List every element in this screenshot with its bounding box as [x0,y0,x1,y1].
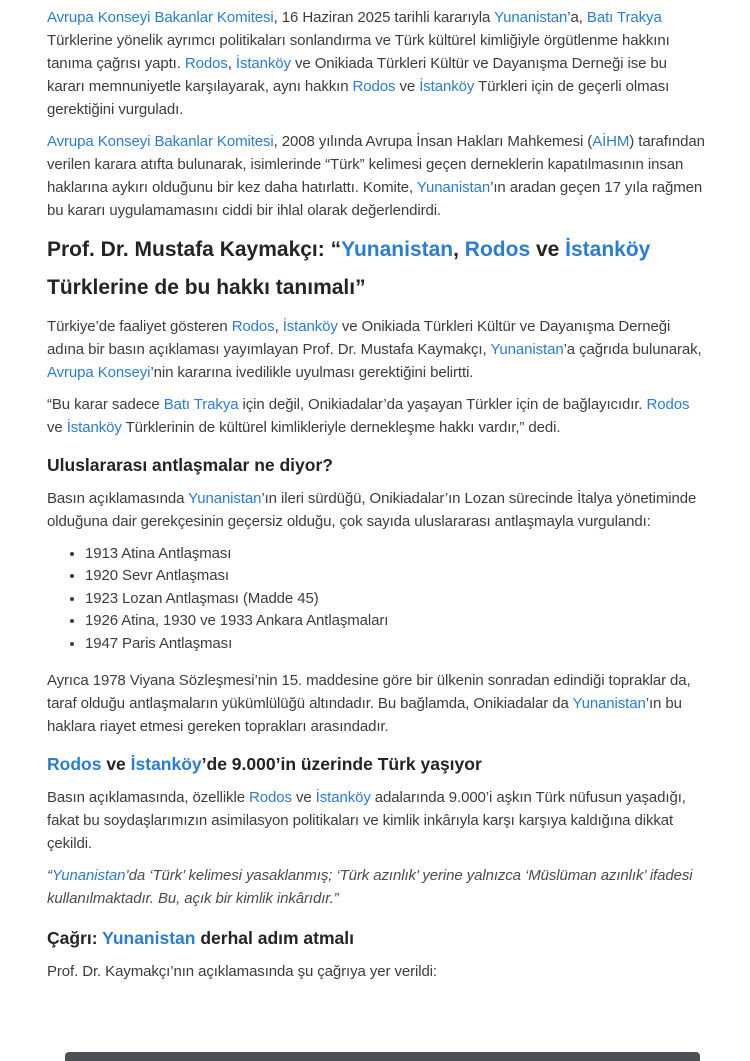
paragraph-press-release: Türkiye’de faaliyet gösteren Rodos, İstanköy ve Onikiada Türkleri Kültür ve Dayanışma Derneği adına bir basın açıklaması yayımlayan Prof. Dr. Mustafa Kaymakçı, Yunanistan’a çağrıda bulunarak, Avrupa Konseyi’nin kararına ivedilikle uyulması gerektiğini belirtti. [47,318,702,381]
inline-link[interactable]: Rodos [231,318,275,335]
inline-link[interactable]: İstanköy [66,419,122,436]
inline-link[interactable]: AİHM [592,133,630,150]
inline-link[interactable]: Yunanistan [494,9,568,26]
inline-link[interactable]: Rodos [646,396,690,413]
inline-link[interactable]: İstanköy [130,754,202,775]
inline-link[interactable]: Rodos [249,789,292,807]
inline-link[interactable]: İstanköy [565,238,651,261]
inline-link[interactable]: Avrupa Konseyi Bakanlar Komitesi [47,133,274,150]
heading-international-treaties: Uluslararası antlaşmalar ne diyor? [47,455,333,475]
heading-turkish-population: Rodos ve İstanköy’de 9.000’in üzerinde Türk yaşıyor [47,754,482,775]
inline-link[interactable]: Yunanistan [416,179,491,196]
inline-link[interactable]: Yunanistan [490,341,564,358]
paragraph-vienna-convention: Ayrıca 1978 Viyana Sözleşmesi’nin 15. maddesine göre bir ülkenin sonradan edindiği topraklar da, taraf olduğu antlaşmaların yükümlülüğü altındadır. Bu bağlamda, Onikiadalar da Yunanistan’ın bu haklara riayet etmesi gereken toprakları arasındadır. [47,672,691,736]
inline-link[interactable]: Batı Trakya [586,9,662,26]
treaty-list-item: • 1920 Sevr Antlaşması [85,565,705,587]
inline-link[interactable]: Yunanistan [188,490,262,507]
paragraph-population-detail: Basın açıklamasında, özellikle Rodos ve İstanköy adalarında 9.000’i aşkın Türk nüfusun yaşadığı, fakat bu soydaşlarımızın asimilasyon politikaları ve kimlik inkârıyla karşı karşıya kaldığına dikkat çekildi. [47,789,686,853]
inline-link[interactable]: Rodos [184,55,228,72]
paragraph-call-intro: Prof. Dr. Kaymakçı’nın açıklamasında şu çağrıya yer verildi: [47,963,437,981]
heading-kaymakci-statement: Prof. Dr. Mustafa Kaymakçı: “Yunanistan, Rodos ve İstanköy Türklerine de bu hakkı tanımalı” [47,238,651,299]
heading-call-to-action: Çağrı: Yunanistan derhal adım atmalı [47,928,354,949]
inline-link[interactable]: Avrupa Konseyi Bakanlar Komitesi [47,9,274,26]
inline-link[interactable]: Rodos [352,78,396,95]
inline-link[interactable]: İstanköy [282,318,338,335]
inline-link[interactable]: Yunanistan [341,238,454,261]
inline-link[interactable]: Avrupa Konseyi [47,364,151,381]
article-body [47,0,705,983]
treaty-list-item: • 1923 Lozan Antlaşması (Madde 45) [85,588,705,610]
inline-link[interactable]: Yunanistan [51,867,126,885]
treaty-list-item: • 1913 Atina Antlaşması [85,543,705,565]
inline-link[interactable]: Batı Trakya [163,396,239,413]
paragraph-echr-2008: Avrupa Konseyi Bakanlar Komitesi, 2008 yılında Avrupa İnsan Hakları Mahkemesi (AİHM) tarafından verilen karara atıfta bulunarak, isimlerinde “Türk” kelimesi geçen derneklerin kapatılmasının insan haklarına aykırı olduğunu bir kez daha hatırlattı. Komite, Yunanistan’ın aradan geçen 17 yıla rağmen bu kararı uygulamamasını ciddi bir ihlal olarak değerlendirdi. [47,133,705,219]
treaty-list-item: • 1947 Paris Antlaşması [85,633,705,655]
inline-link[interactable]: Yunanistan [102,928,196,949]
inline-link[interactable]: Rodos [464,238,531,261]
paragraph-lozan-claim: Basın açıklamasında Yunanistan’ın ileri sürdüğü, Onikiadalar’ın Lozan sürecinde İtalya yönetiminde olduğuna dair gerekçesinin geçersiz olduğu, çok sayıda uluslararası antlaşmayla vurgulandı: [47,490,697,530]
inline-link[interactable]: Yunanistan [572,695,646,713]
inline-link[interactable]: Rodos [47,754,102,775]
treaty-list [47,543,705,655]
paragraph-identity-denial-quote: “Yunanistan’da ‘Türk’ kelimesi yasaklanmış; ‘Türk azınlık’ yerine yalnızca ‘Müslüman azınlık’ ifadesi kullanılmaktadır. Bu, açık bir kimlik inkârıdır.” [47,867,693,908]
paragraph-binding-quote: “Bu karar sadece Batı Trakya için değil, Onikiadalar’da yaşayan Türkler için de bağlayıcıdır. Rodos ve İstanköy Türklerinin de kültürel kimlikleriyle dernekleşme hakkı vardır,” dedi. [47,396,690,436]
paragraph-council-decision: Avrupa Konseyi Bakanlar Komitesi, 16 Haziran 2025 tarihli kararıyla Yunanistan’a, Batı Trakya Türklerine yönelik ayrımcı politikaları sonlandırma ve Türk kültürel kimliğiyle örgütlenme hakkını tanıma çağrısı yaptı. Rodos, İstanköy ve Onikiada Türkleri Kültür ve Dayanışma Derneği ise bu kararı memnuniyetle karşılayarak, aynı hakkın Rodos ve İstanköy Türkleri için de geçerli olması gerektiğini vurguladı. [47,9,670,118]
inline-link[interactable]: İstanköy [235,55,291,72]
inline-link[interactable]: İstanköy [315,789,371,807]
cutoff-dark-bar [65,1052,700,1061]
inline-link[interactable]: İstanköy [419,78,475,95]
treaty-list-item: • 1926 Atina, 1930 ve 1933 Ankara Antlaşmaları [85,610,705,632]
